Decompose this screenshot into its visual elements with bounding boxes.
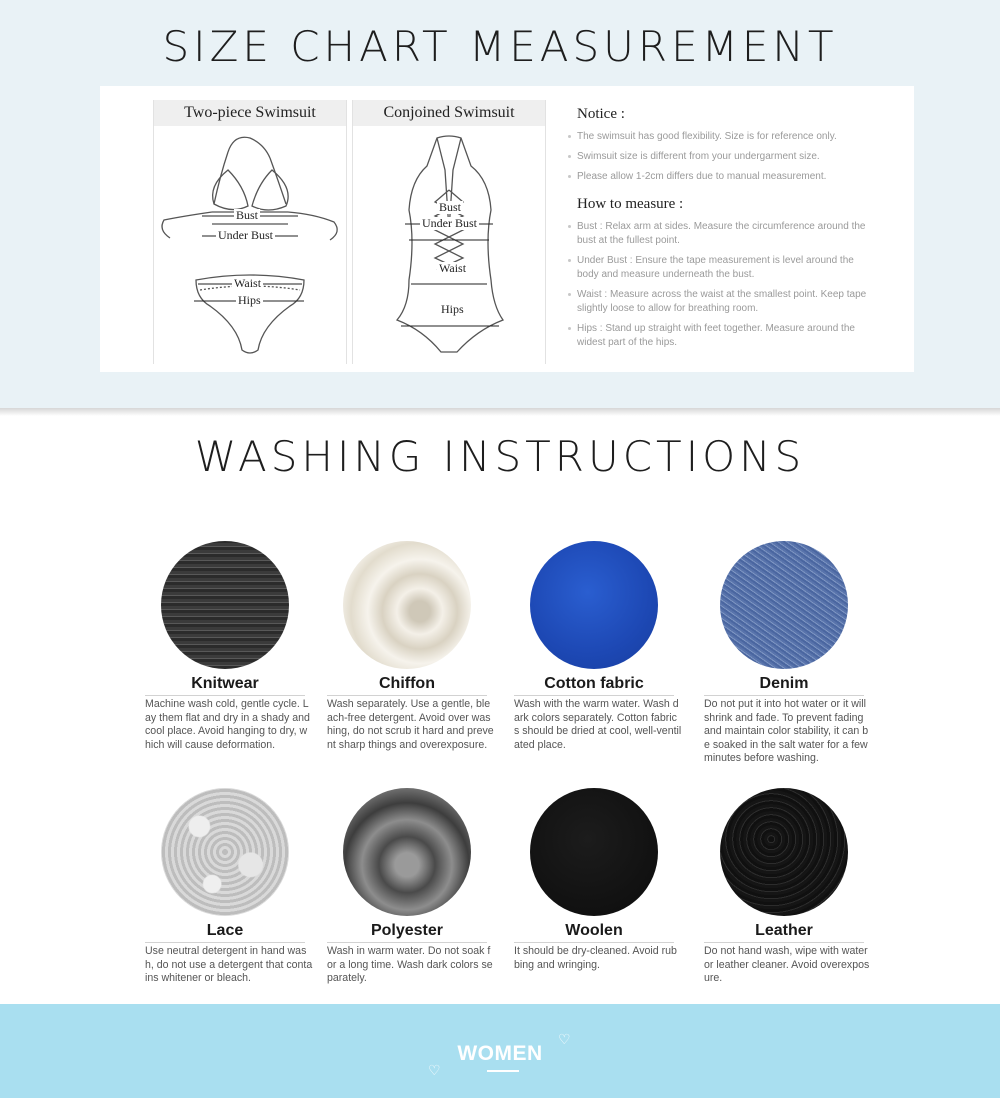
two-piece-swimsuit-illustration bbox=[154, 130, 346, 362]
measurement-notes bbox=[577, 106, 877, 356]
fabric-name: Chiffon bbox=[379, 675, 435, 692]
fabric-care-text: Wash in warm water. Do not soak for a long time. Wash dark colors separately. bbox=[327, 945, 493, 985]
fabric-divider bbox=[704, 942, 864, 943]
cotton-swatch bbox=[530, 541, 658, 669]
fabric-divider bbox=[514, 942, 674, 943]
section-divider bbox=[0, 408, 1000, 416]
woolen-swatch bbox=[530, 788, 658, 916]
fabric-divider bbox=[145, 695, 305, 696]
women-label: WOMEN bbox=[457, 1042, 543, 1065]
notice-item: The swimsuit has good flexibility. Size is for reference only. bbox=[577, 130, 877, 144]
how-to-measure-heading: How to measure : bbox=[577, 196, 684, 212]
notice-list bbox=[577, 130, 877, 184]
two-piece-heading: Two-piece Swimsuit bbox=[154, 100, 346, 126]
conjoined-under-bust-label: Under Bust bbox=[422, 216, 477, 230]
fabric-name: Knitwear bbox=[191, 675, 259, 692]
chiffon-swatch bbox=[343, 541, 471, 669]
banner-underline bbox=[487, 1070, 519, 1072]
fabric-care-text: Use neutral detergent in hand wash, do not use a detergent that contains whitener or bleach. bbox=[145, 945, 313, 985]
conjoined-bust-label: Bust bbox=[439, 200, 462, 214]
heart-icon: ♡ bbox=[558, 1031, 571, 1047]
knitwear-swatch bbox=[161, 541, 289, 669]
how-to-item: Under Bust : Ensure the tape measurement is level around the body and measure underneath the bust. bbox=[577, 254, 877, 282]
conjoined-waist-label: Waist bbox=[439, 261, 467, 275]
women-banner bbox=[0, 1004, 1000, 1098]
fabric-divider bbox=[327, 942, 487, 943]
how-to-item: Bust : Relax arm at sides. Measure the circumference around the bust at the fullest point. bbox=[577, 220, 877, 248]
two-piece-figure bbox=[153, 100, 347, 364]
two-piece-under-bust-label: Under Bust bbox=[218, 228, 273, 242]
fabric-care-text: It should be dry-cleaned. Avoid rubbing and wringing. bbox=[514, 945, 677, 971]
fabric-name: Leather bbox=[755, 922, 813, 939]
size-chart-section bbox=[0, 0, 1000, 408]
two-piece-hips-label: Hips bbox=[238, 293, 261, 307]
fabric-name: Lace bbox=[206, 922, 244, 939]
denim-swatch bbox=[720, 541, 848, 669]
fabric-name: Denim bbox=[759, 675, 809, 692]
fabric-care-text: Wash with the warm water. Wash dark colors separately. Cotton fabrics should be dried at cool, well-ventilated place. bbox=[514, 698, 682, 751]
fabric-care-text: Do not put it into hot water or it will shrink and fade. To prevent fading and maintain color stability, it can be soaked in the salt water for a few minutes before washing. bbox=[704, 698, 869, 765]
fabric-care-text: Machine wash cold, gentle cycle. Lay them flat and dry in a shady and cool place. Avoid hanging to dry, which will cause deformation. bbox=[145, 698, 310, 751]
washing-title: WASHING INSTRUCTIONS bbox=[194, 432, 806, 481]
conjoined-figure bbox=[352, 100, 546, 364]
conjoined-hips-label: Hips bbox=[441, 302, 464, 316]
leather-swatch bbox=[720, 788, 848, 916]
how-to-measure-list bbox=[577, 220, 877, 350]
notice-item: Please allow 1-2cm differs due to manual measurement. bbox=[577, 170, 877, 184]
fabric-divider bbox=[327, 695, 487, 696]
lace-swatch bbox=[161, 788, 289, 916]
notice-item: Swimsuit size is different from your undergarment size. bbox=[577, 150, 877, 164]
fabric-divider bbox=[514, 695, 674, 696]
conjoined-heading: Conjoined Swimsuit bbox=[353, 100, 545, 126]
fabric-name: Woolen bbox=[565, 922, 623, 939]
how-to-item: Waist : Measure across the waist at the smallest point. Keep tape slightly loose to allow for breathing room. bbox=[577, 288, 877, 316]
notice-heading: Notice : bbox=[577, 106, 625, 122]
two-piece-bust-label: Bust bbox=[236, 208, 259, 222]
how-to-item: Hips : Stand up straight with feet together. Measure around the widest part of the hips. bbox=[577, 322, 877, 350]
size-chart-panel bbox=[100, 86, 914, 372]
fabric-name: Cotton fabric bbox=[544, 675, 644, 692]
two-piece-waist-label: Waist bbox=[234, 276, 262, 290]
heart-icon: ♡ bbox=[428, 1062, 441, 1078]
conjoined-swimsuit-illustration bbox=[353, 130, 545, 362]
fabric-care-text: Wash separately. Use a gentle, bleach-free detergent. Avoid over washing, do not scrub it hard and prevent sharp things and overexposure. bbox=[327, 698, 494, 751]
polyester-swatch bbox=[343, 788, 471, 916]
fabric-name: Polyester bbox=[370, 922, 444, 939]
fabric-divider bbox=[145, 942, 305, 943]
size-chart-title: SIZE CHART MEASUREMENT bbox=[162, 22, 838, 71]
fabric-care-text: Do not hand wash, wipe with water or leather cleaner. Avoid overexposure. bbox=[704, 945, 870, 985]
fabric-divider bbox=[704, 695, 864, 696]
